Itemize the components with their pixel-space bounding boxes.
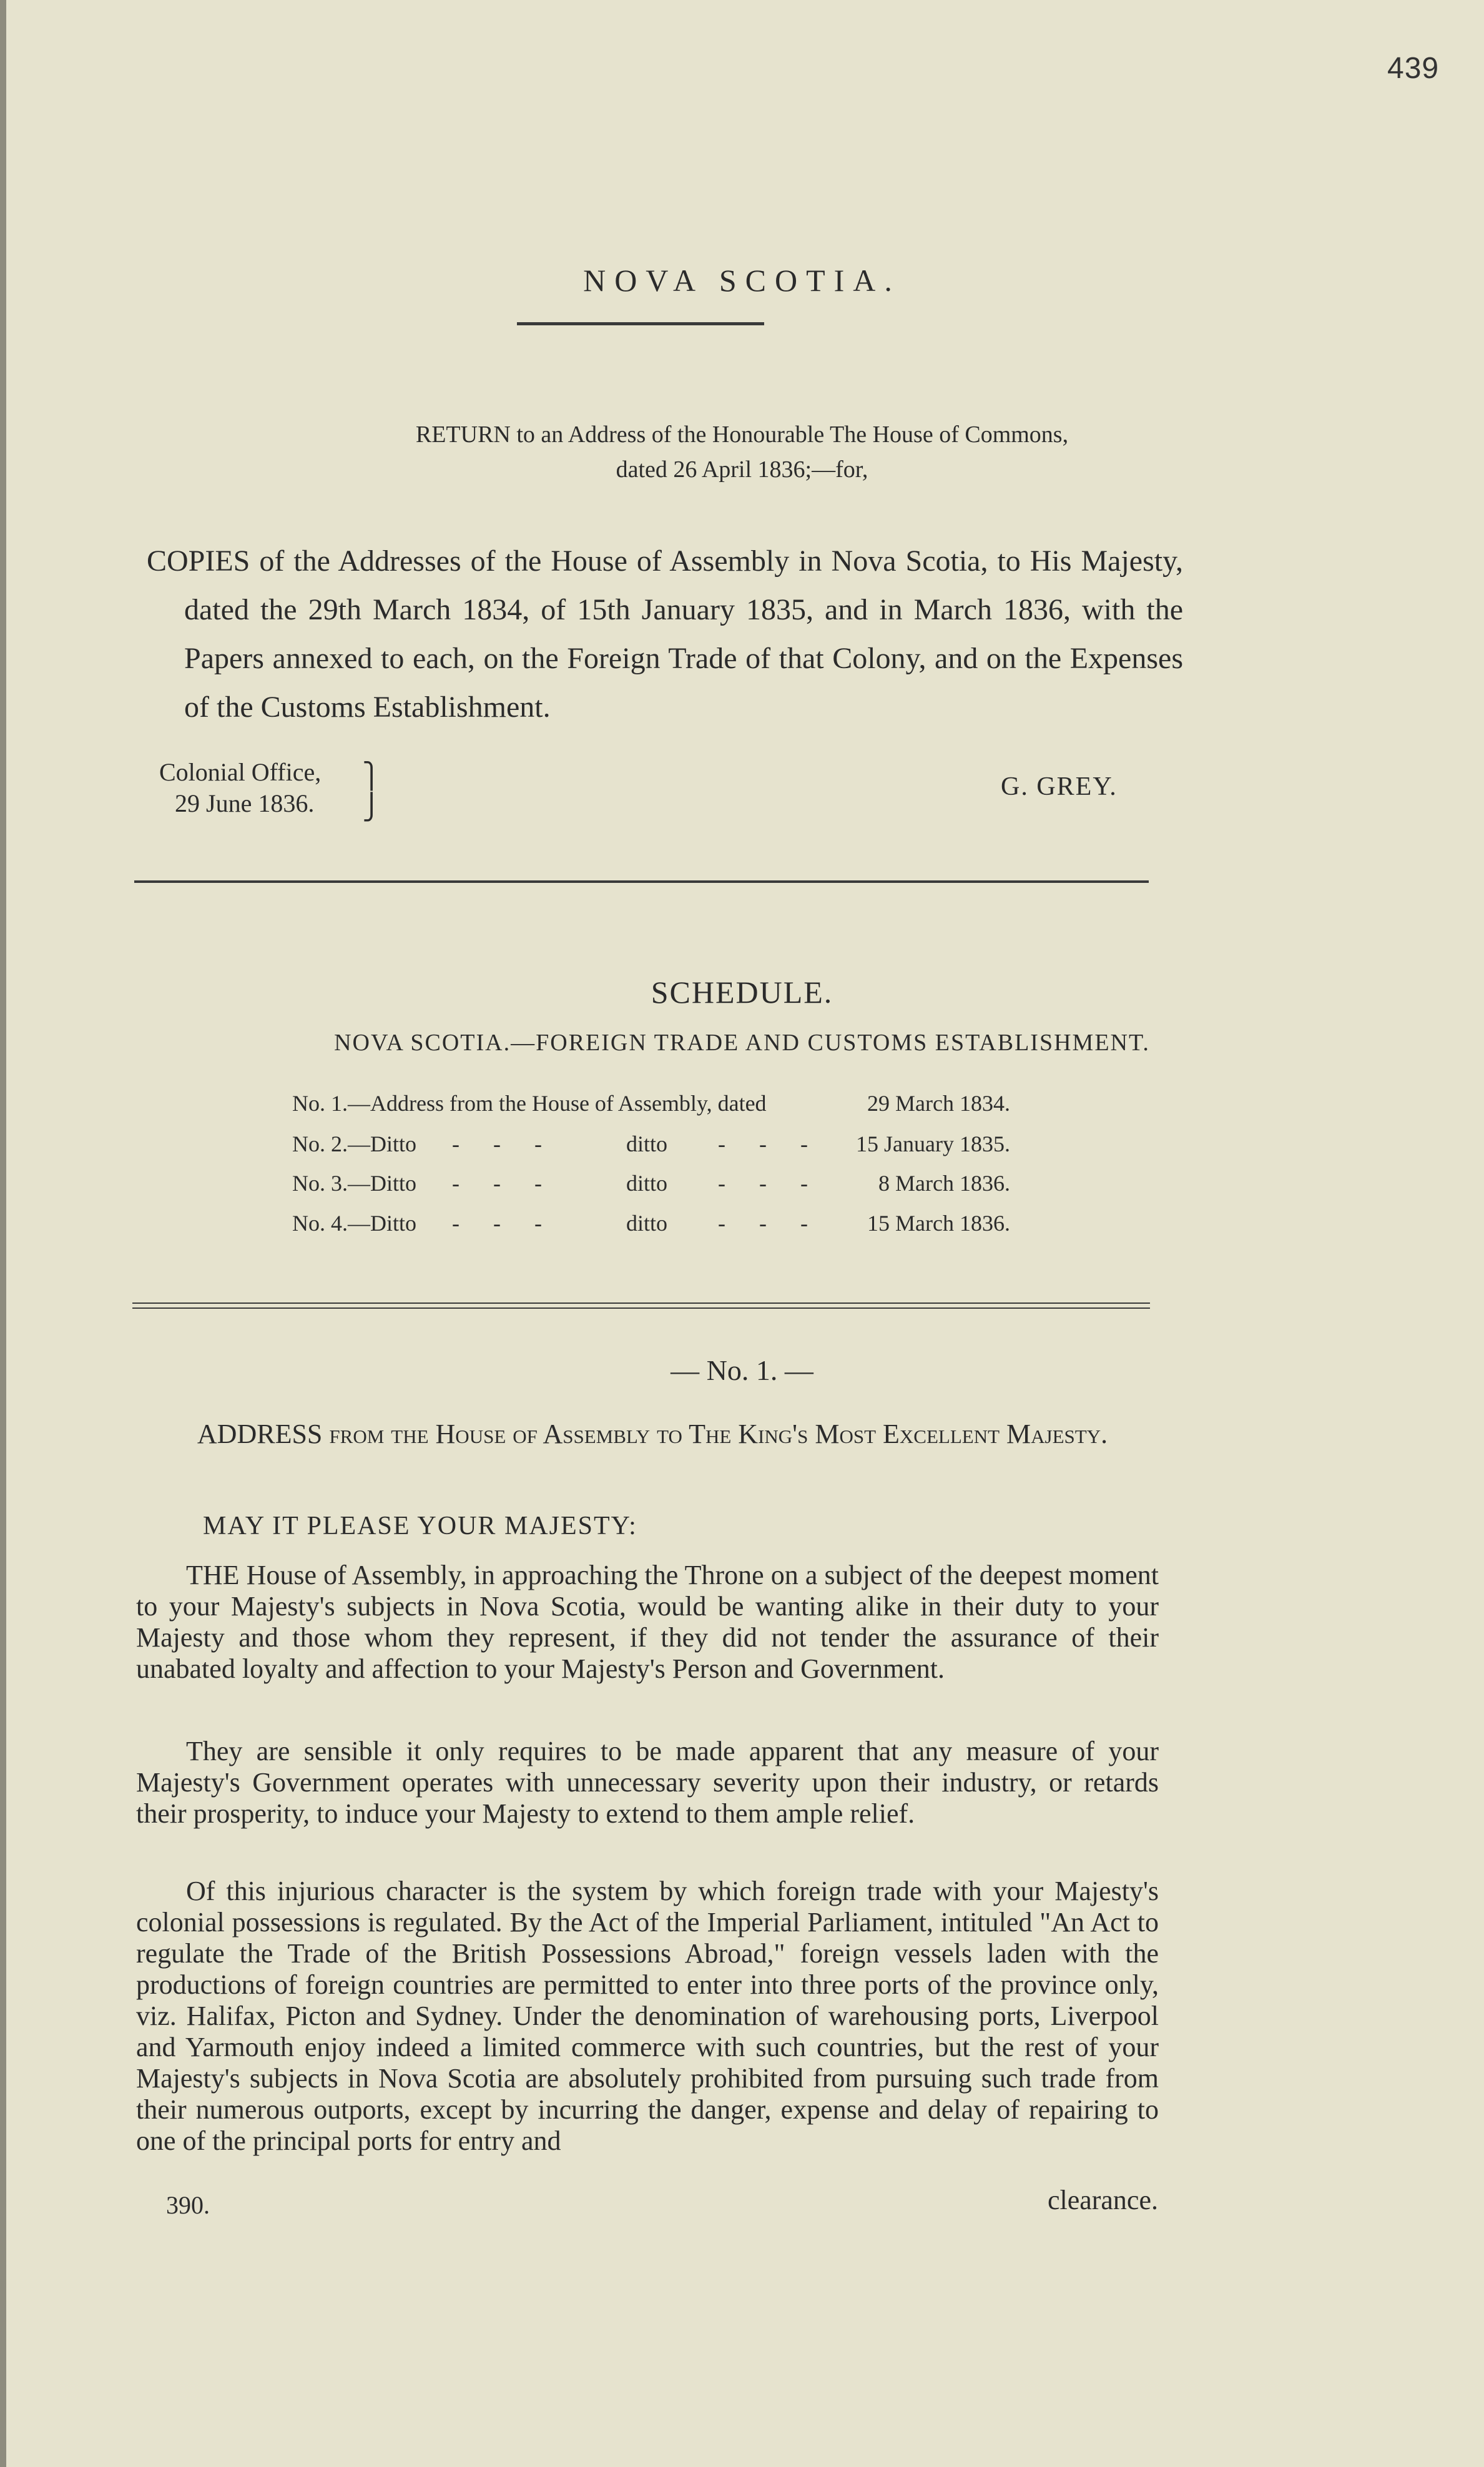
schedule-row-date: 29 March 1834. bbox=[867, 1091, 1010, 1116]
leader-dots: - - - bbox=[718, 1171, 808, 1196]
page-number: 439 bbox=[1387, 52, 1440, 85]
schedule-row-ditto: ditto bbox=[626, 1131, 668, 1156]
return-line-2: dated 26 April 1836;—for, bbox=[616, 456, 868, 483]
footer-sheet-number: 390. bbox=[166, 2191, 210, 2219]
schedule-row-num: No. 3.—Ditto bbox=[292, 1171, 417, 1196]
return-caption bbox=[0, 417, 1484, 487]
leader-dots: - - - bbox=[452, 1131, 542, 1156]
signer-name: G. GREY. bbox=[1001, 772, 1118, 801]
schedule-row-date: 15 January 1835. bbox=[856, 1131, 1010, 1156]
title-rule bbox=[517, 322, 764, 325]
paragraph: THE House of Assembly, in approaching the Throne on a subject of the deepest moment to your Majesty's subjects in Nova Scotia, would be wanting alike in their duty to your Majesty and those whom they represent, if they did not tender the assurance of their unabated loyalty and affection to your Majesty's Person and Government. bbox=[136, 1560, 1159, 1684]
schedule-row bbox=[292, 1210, 1010, 1240]
leader-dots: - - - bbox=[718, 1211, 808, 1236]
schedule-row-date: 15 March 1836. bbox=[867, 1211, 1010, 1236]
salutation: MAY IT PLEASE YOUR MAJESTY: bbox=[203, 1512, 637, 1540]
section-rule-2 bbox=[132, 1302, 1150, 1304]
return-line-1: RETURN to an Address of the Honourable The House of Commons, bbox=[415, 421, 1069, 448]
section-rule-1 bbox=[134, 880, 1149, 883]
schedule-row bbox=[292, 1170, 1010, 1200]
section-heading: — No. 1. — bbox=[671, 1354, 813, 1386]
schedule-row-num: No. 2.—Ditto bbox=[292, 1131, 417, 1156]
schedule-row bbox=[292, 1131, 1010, 1161]
schedule-row-ditto: ditto bbox=[626, 1171, 668, 1196]
paragraph: Of this injurious character is the system by which foreign trade with your Majesty's colonial possessions is regulated. By the Act of the Imperial Parliament, intituled "An Act to regulate the Trade of the British Possessions Abroad," foreign vessels laden with the productions of foreign countries are permitted to enter into three ports of the province only, viz. Halifax, Picton and Sydney. Under the denomination of warehousing ports, Liverpool and Yarmouth enjoy indeed a limited commerce with such countries, but the rest of your Majesty's subjects in Nova Scotia are absolutely prohibited from pursuing such trade from their numerous outports, except by incurring the danger, expense and delay of repairing to one of the principal ports for entry and bbox=[136, 1876, 1159, 2156]
leader-dots: - - - bbox=[718, 1131, 808, 1156]
section-rule-3 bbox=[132, 1307, 1150, 1309]
schedule-row bbox=[292, 1090, 1010, 1120]
schedule-row-date: 8 March 1836. bbox=[878, 1171, 1010, 1196]
schedule-row-num: No. 4.—Ditto bbox=[292, 1211, 417, 1236]
scan-edge bbox=[0, 0, 6, 2467]
leader-dots: - - - bbox=[452, 1171, 542, 1196]
office-line-1: Colonial Office, bbox=[159, 758, 322, 786]
schedule-row-num: No. 1.—Address from the House of Assembly, dated bbox=[292, 1091, 767, 1116]
document-title: NOVA SCOTIA. bbox=[583, 263, 901, 298]
copies-paragraph: COPIES of the Addresses of the House of Assembly in Nova Scotia, to His Majesty, dated the 29th March 1834, of 15th January 1835, and in March 1836, with the Papers annexed to each, on the Foreign Trade of that Colony, and on the Expenses of the Customs Establishment. bbox=[147, 544, 1183, 724]
schedule-title: SCHEDULE. bbox=[651, 975, 833, 1010]
footer-catchword: clearance. bbox=[1047, 2185, 1158, 2215]
paragraph: They are sensible it only requires to be made apparent that any measure of your Majesty's Government operates with unnecessary severity upon their industry, or retards their prosperity, to induce your Majesty to extend to them ample relief. bbox=[136, 1736, 1159, 1829]
schedule-row-ditto: ditto bbox=[626, 1211, 668, 1236]
office-line-2: 29 June 1836. bbox=[175, 789, 315, 817]
address-heading: ADDRESS from the House of Assembly to The King's Most Excellent Majesty. bbox=[197, 1419, 1108, 1449]
schedule-subtitle: NOVA SCOTIA.—FOREIGN TRADE AND CUSTOMS ESTABLISHMENT. bbox=[334, 1030, 1150, 1056]
brace-icon: ⎫ ⎭ bbox=[362, 762, 381, 821]
office-block bbox=[159, 757, 321, 819]
leader-dots: - - - bbox=[452, 1211, 542, 1236]
